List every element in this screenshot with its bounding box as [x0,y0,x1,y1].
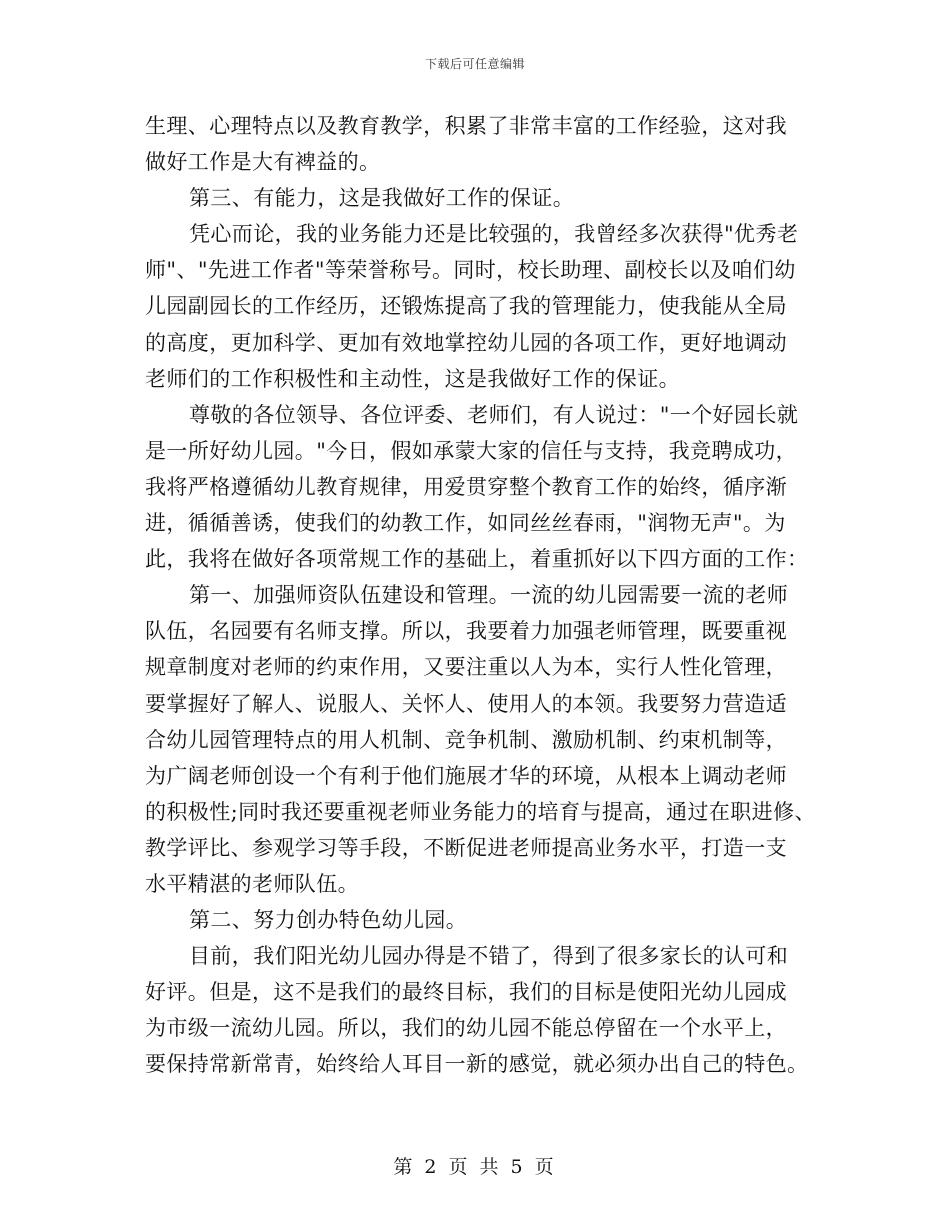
text-line: 第一、加强师资队伍建设和管理。一流的幼儿园需要一流的老师 [189,583,789,608]
text-line: 好评。但是，这不是我们的最终目标，我们的目标是使阳光幼儿园成 [145,980,787,1005]
text-line: 师"、"先进工作者"等荣誉称号。同时，校长助理、副校长以及咱们幼 [145,258,796,283]
text-line: 为市级一流幼儿园。所以，我们的幼儿园不能总停留在一个水平上， [145,1016,787,1041]
text-line: 生理、心理特点以及教育教学，积累了非常丰富的工作经验，这对我 [145,114,787,138]
text-line: 队伍，名园要有名师支撑。所以，我要着力加强老师管理，既要重视 [145,619,787,644]
page-footer: 第 2 页 共 5 页 [393,1156,557,1178]
text-line: 的高度，更加科学、更加有效地掌控幼儿园的各项工作，更好地调动 [145,330,787,355]
text-line: 要保持常新常青，始终给人耳目一新的感觉，就必须办出自己的特色。 [145,1052,809,1077]
text-line: 的积极性;同时我还要重视老师业务能力的培育与提高，通过在职进修、 [145,799,816,824]
text-line: 凭心而论，我的业务能力还是比较强的，我曾经多次获得"优秀老 [189,222,799,247]
text-line: 做好工作是大有裨益的。 [145,150,381,175]
text-line: 进，循循善诱，使我们的幼教工作，如同丝丝春雨，"润物无声"。为 [145,511,786,536]
document-body [145,108,825,1083]
text-line: 合幼儿园管理特点的用人机制、竞争机制、激励机制、约束机制等， [145,727,787,752]
text-line: 为广阔老师创设一个有利于他们施展才华的环境，从根本上调动老师 [145,763,787,788]
text-line: 此，我将在做好各项常规工作的基础上，着重抓好以下四方面的工作： [145,547,809,572]
text-line: 尊敬的各位领导、各位评委、老师们，有人说过："一个好园长就 [189,402,799,427]
text-line: 目前，我们阳光幼儿园办得是不错了，得到了很多家长的认可和 [189,944,789,969]
text-line: 教学评比、参观学习等手段，不断促进老师提高业务水平，打造一支 [145,835,787,860]
text-line: 规章制度对老师的约束作用，又要注重以人为本，实行人性化管理， [145,655,787,680]
text-line: 第二、努力创办特色幼儿园。 [189,908,468,933]
text-line: 我将严格遵循幼儿教育规律，用爱贯穿整个教育工作的始终，循序渐 [145,474,787,499]
text-line: 儿园副园长的工作经历，还锻炼提高了我的管理能力，使我能从全局 [145,294,787,319]
text-line: 老师们的工作积极性和主动性，这是我做好工作的保证。 [145,366,680,391]
page-header: 下载后可任意编辑 [424,57,525,71]
text-line: 要掌握好了解人、说服人、关怀人、使用人的本领。我要努力营造适 [145,691,787,716]
text-line: 是一所好幼儿园。"今日，假如承蒙大家的信任与支持，我竞聘成功， [145,438,798,463]
text-line: 第三、有能力，这是我做好工作的保证。 [189,186,575,211]
text-line: 水平精湛的老师队伍。 [145,871,359,896]
